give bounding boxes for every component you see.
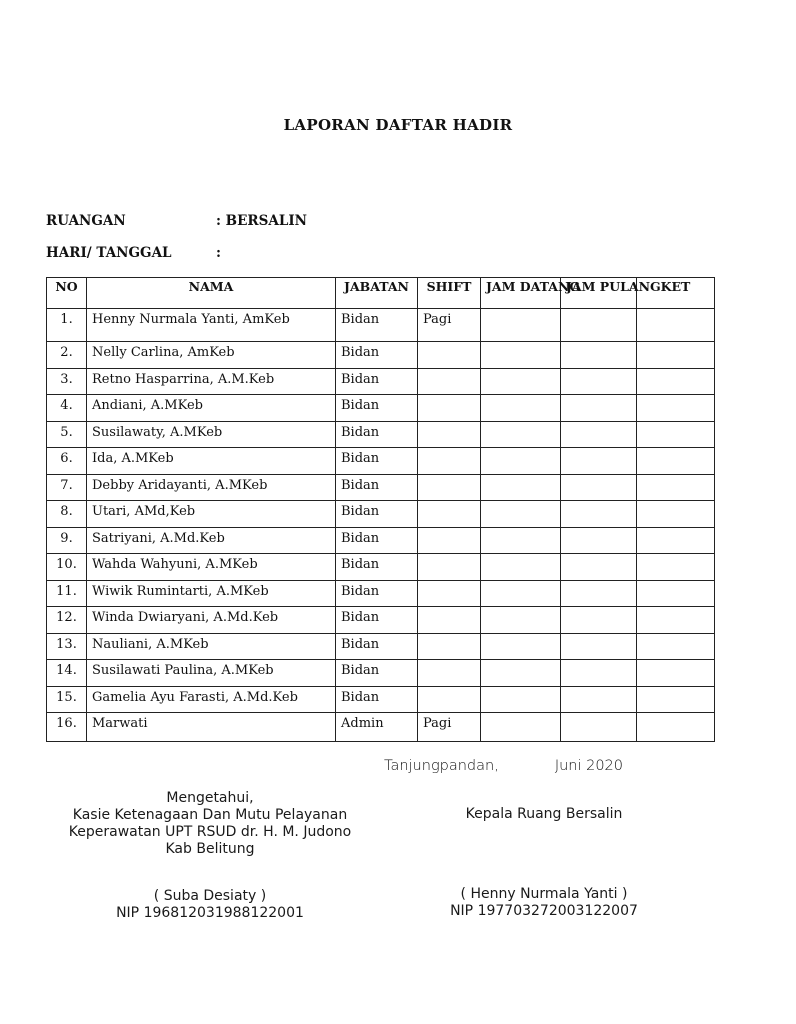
cell-no: 11.: [47, 580, 87, 607]
table-row: [47, 309, 715, 342]
cell-no: 15.: [47, 686, 87, 713]
left-signatory-name: ( Suba Desiaty ): [153, 888, 267, 904]
cell-jam-datang: [481, 660, 561, 687]
cell-jam-datang: [481, 474, 561, 501]
left-acknowledge: Mengetahui,: [166, 790, 254, 806]
cell-no: 12.: [47, 607, 87, 634]
page-title: LAPORAN DAFTAR HADIR: [283, 116, 513, 134]
cell-nama: Susilawati Paulina, A.MKeb: [87, 660, 336, 687]
right-signatory-block: [394, 806, 694, 823]
table-row: [47, 686, 715, 713]
room-value: : BERSALIN: [216, 213, 307, 229]
cell-shift: [418, 421, 481, 448]
cell-ket: [637, 421, 715, 448]
cell-jabatan: Bidan: [336, 448, 418, 475]
table-row: [47, 633, 715, 660]
date-row: [46, 245, 221, 261]
right-signatory-nip: NIP 197703272003122007: [450, 903, 638, 919]
cell-ket: [637, 395, 715, 422]
cell-jam-pulang: [561, 474, 637, 501]
cell-ket: [637, 580, 715, 607]
cell-nama: Debby Aridayanti, A.MKeb: [87, 474, 336, 501]
cell-ket: [637, 342, 715, 369]
right-signatory-name: ( Henny Nurmala Yanti ): [460, 886, 628, 902]
cell-jam-datang: [481, 368, 561, 395]
cell-jam-datang: [481, 527, 561, 554]
left-signatory-block: [30, 790, 390, 858]
cell-jam-datang: [481, 342, 561, 369]
cell-shift: [418, 474, 481, 501]
cell-jabatan: Admin: [336, 713, 418, 742]
cell-jam-pulang: [561, 501, 637, 528]
cell-jabatan: Bidan: [336, 501, 418, 528]
table-row: [47, 554, 715, 581]
cell-shift: [418, 580, 481, 607]
table-row: [47, 342, 715, 369]
cell-no: 5.: [47, 421, 87, 448]
cell-no: 4.: [47, 395, 87, 422]
cell-jam-datang: [481, 686, 561, 713]
cell-no: 9.: [47, 527, 87, 554]
table-row: [47, 660, 715, 687]
cell-jam-datang: [481, 554, 561, 581]
cell-nama: Andiani, A.MKeb: [87, 395, 336, 422]
cell-shift: [418, 368, 481, 395]
left-signatory-nip: NIP 196812031988122001: [116, 905, 304, 921]
header-shift: SHIFT: [418, 278, 481, 309]
cell-shift: [418, 554, 481, 581]
room-label: RUANGAN: [46, 213, 126, 229]
cell-jam-pulang: [561, 527, 637, 554]
cell-jam-pulang: [561, 368, 637, 395]
cell-nama: Wiwik Rumintarti, A.MKeb: [87, 580, 336, 607]
cell-jam-datang: [481, 580, 561, 607]
cell-jam-pulang: [561, 395, 637, 422]
place-date: [384, 758, 623, 774]
cell-ket: [637, 501, 715, 528]
cell-shift: Pagi: [418, 713, 481, 742]
cell-nama: Winda Dwiaryani, A.Md.Keb: [87, 607, 336, 634]
cell-ket: [637, 607, 715, 634]
cell-jam-pulang: [561, 421, 637, 448]
cell-jam-pulang: [561, 342, 637, 369]
header-jabatan: JABATAN: [336, 278, 418, 309]
cell-jam-datang: [481, 309, 561, 342]
cell-nama: Susilawaty, A.MKeb: [87, 421, 336, 448]
table-row: [47, 607, 715, 634]
cell-jam-pulang: [561, 580, 637, 607]
header-nama: NAMA: [87, 278, 336, 309]
cell-jam-pulang: [561, 309, 637, 342]
table-row: [47, 448, 715, 475]
left-position-line-2: Keperawatan UPT RSUD dr. H. M. Judono: [68, 824, 352, 840]
cell-shift: Pagi: [418, 309, 481, 342]
cell-jam-pulang: [561, 660, 637, 687]
date-label: HARI/ TANGGAL: [46, 245, 172, 261]
cell-shift: [418, 607, 481, 634]
table-row: [47, 421, 715, 448]
cell-jam-datang: [481, 713, 561, 742]
table-header-row: [47, 278, 715, 309]
cell-jabatan: Bidan: [336, 580, 418, 607]
cell-jam-pulang: [561, 607, 637, 634]
cell-jam-pulang: [561, 633, 637, 660]
cell-jabatan: Bidan: [336, 309, 418, 342]
cell-ket: [637, 309, 715, 342]
header-ket: KET: [637, 278, 715, 309]
room-row: [46, 213, 307, 229]
left-signatory-name-block: [30, 888, 390, 922]
cell-jam-datang: [481, 395, 561, 422]
cell-jabatan: Bidan: [336, 368, 418, 395]
cell-jabatan: Bidan: [336, 395, 418, 422]
cell-jam-pulang: [561, 713, 637, 742]
cell-no: 1.: [47, 309, 87, 342]
header-no: NO: [47, 278, 87, 309]
cell-ket: [637, 368, 715, 395]
cell-nama: Satriyani, A.Md.Keb: [87, 527, 336, 554]
cell-no: 2.: [47, 342, 87, 369]
cell-shift: [418, 660, 481, 687]
cell-nama: Wahda Wahyuni, A.MKeb: [87, 554, 336, 581]
table-row: [47, 501, 715, 528]
cell-shift: [418, 342, 481, 369]
cell-jam-datang: [481, 501, 561, 528]
table-row: [47, 713, 715, 742]
cell-nama: Gamelia Ayu Farasti, A.Md.Keb: [87, 686, 336, 713]
cell-jabatan: Bidan: [336, 342, 418, 369]
cell-no: 13.: [47, 633, 87, 660]
header-jam-pulang: JAM PULANG: [561, 278, 637, 309]
cell-no: 7.: [47, 474, 87, 501]
cell-shift: [418, 448, 481, 475]
attendance-table: [46, 277, 715, 742]
table-row: [47, 580, 715, 607]
cell-no: 16.: [47, 713, 87, 742]
cell-shift: [418, 527, 481, 554]
cell-ket: [637, 660, 715, 687]
table-row: [47, 474, 715, 501]
cell-jabatan: Bidan: [336, 607, 418, 634]
right-position: Kepala Ruang Bersalin: [465, 806, 623, 822]
date-value: :: [216, 245, 221, 261]
cell-nama: Nelly Carlina, AmKeb: [87, 342, 336, 369]
month-year: Juni 2020: [554, 758, 624, 774]
left-position-line-1: Kasie Ketenagaan Dan Mutu Pelayanan: [72, 807, 348, 823]
cell-ket: [637, 633, 715, 660]
cell-nama: Marwati: [87, 713, 336, 742]
cell-ket: [637, 686, 715, 713]
cell-jam-pulang: [561, 554, 637, 581]
cell-no: 14.: [47, 660, 87, 687]
cell-ket: [637, 448, 715, 475]
right-signatory-name-block: [394, 886, 694, 920]
cell-ket: [637, 554, 715, 581]
cell-shift: [418, 633, 481, 660]
cell-ket: [637, 527, 715, 554]
table-row: [47, 527, 715, 554]
cell-nama: Utari, AMd,Keb: [87, 501, 336, 528]
cell-ket: [637, 474, 715, 501]
header-jam-datang: JAM DATANG: [481, 278, 561, 309]
cell-jabatan: Bidan: [336, 686, 418, 713]
cell-jabatan: Bidan: [336, 660, 418, 687]
table-row: [47, 395, 715, 422]
cell-jabatan: Bidan: [336, 633, 418, 660]
cell-jam-pulang: [561, 686, 637, 713]
place: Tanjungpandan,: [384, 758, 499, 774]
cell-shift: [418, 501, 481, 528]
cell-jam-datang: [481, 633, 561, 660]
cell-no: 6.: [47, 448, 87, 475]
cell-nama: Nauliani, A.MKeb: [87, 633, 336, 660]
cell-jabatan: Bidan: [336, 527, 418, 554]
cell-jam-datang: [481, 607, 561, 634]
cell-ket: [637, 713, 715, 742]
cell-nama: Henny Nurmala Yanti, AmKeb: [87, 309, 336, 342]
cell-jabatan: Bidan: [336, 474, 418, 501]
cell-no: 3.: [47, 368, 87, 395]
cell-jabatan: Bidan: [336, 421, 418, 448]
cell-jam-datang: [481, 448, 561, 475]
cell-nama: Retno Hasparrina, A.M.Keb: [87, 368, 336, 395]
cell-jam-pulang: [561, 448, 637, 475]
cell-no: 10.: [47, 554, 87, 581]
table-row: [47, 368, 715, 395]
cell-shift: [418, 686, 481, 713]
cell-shift: [418, 395, 481, 422]
cell-jam-datang: [481, 421, 561, 448]
cell-no: 8.: [47, 501, 87, 528]
cell-nama: Ida, A.MKeb: [87, 448, 336, 475]
cell-jabatan: Bidan: [336, 554, 418, 581]
left-position-line-3: Kab Belitung: [165, 841, 255, 857]
